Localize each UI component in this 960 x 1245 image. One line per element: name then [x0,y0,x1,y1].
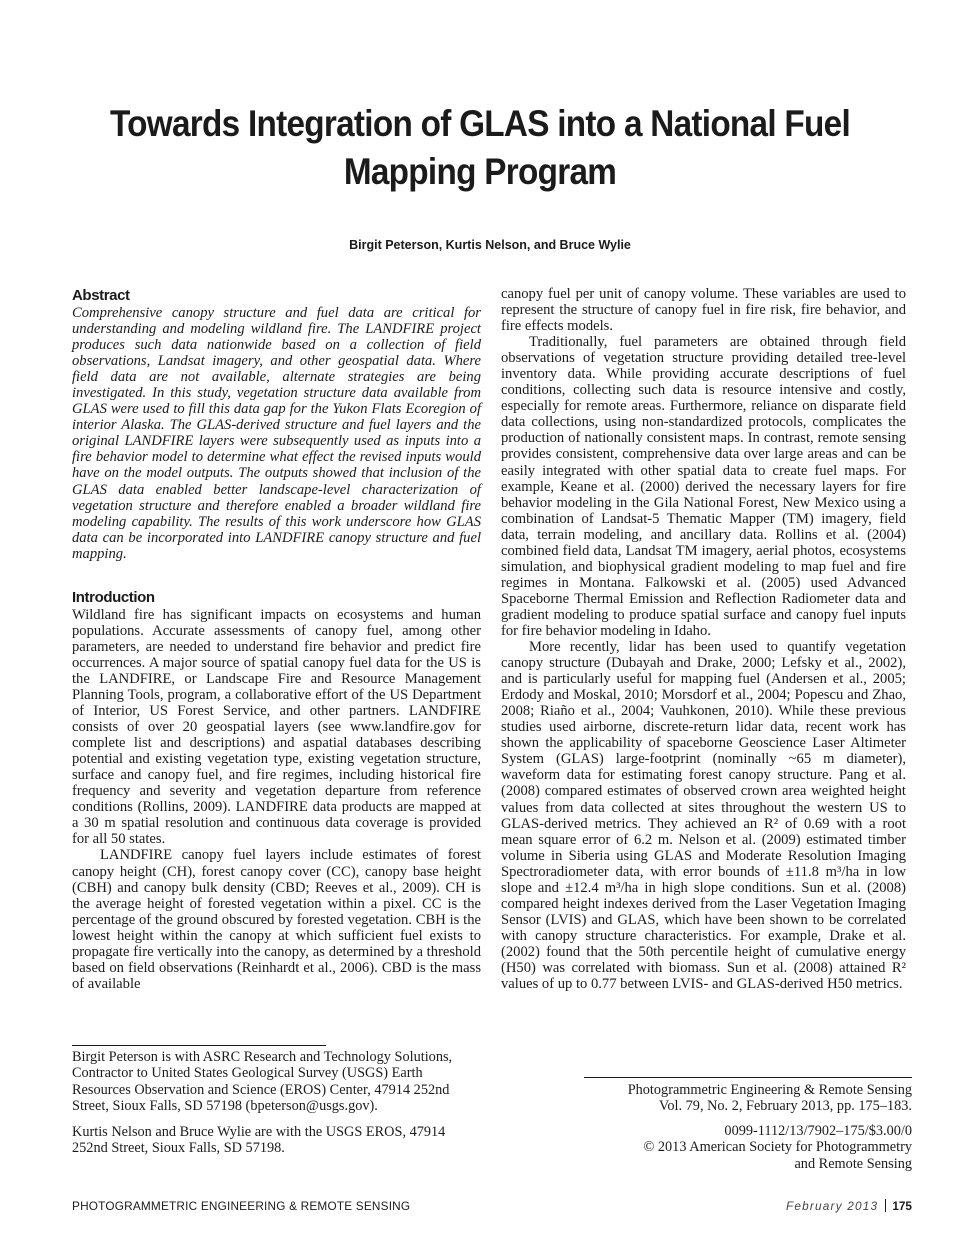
running-footer-right [786,1199,912,1213]
page-number: 175 [892,1199,912,1213]
running-footer-journal: PHOTOGRAMMETRIC ENGINEERING & REMOTE SENSING [72,1199,411,1213]
footer-separator [885,1199,886,1212]
abstract-heading: Abstract [72,287,130,304]
affiliation-divider [72,1045,326,1046]
journal-info-divider [584,1077,912,1078]
abstract-text: Comprehensive canopy structure and fuel data are critical for understanding and modeling wildland fire. The LANDFIRE project produces such data nationwide based on a collection of field observations, Landsat imagery, and other geospatial data. Where field data are not available, alternate strategies are being investigated. In this study, vegetation structure data available from GLAS were used to fill this data gap for the Yukon Flats Ecoregion of interior Alaska. The GLAS-derived structure and fuel layers and the original LANDFIRE layers were subsequently used as inputs into a fire behavior model to determine what effect the revised inputs would have on the model outputs. The outputs showed that inclusion of the GLAS data enabled better landscape-level characterization of vegetation structure and therefore enabled a broader wildland fire modeling capability. The results of this work underscore how GLAS data can be incorporated into LANDFIRE canopy structure and fuel mapping. [72,305,481,562]
intro-paragraph-1: Wildland fire has significant impacts on ecosystems and human populations. Accurate assessments of canopy fuel, among other parameters, are needed to understand fire behavior and predict fire occurrences. A major source of spatial canopy fuel data for the US is the LANDFIRE, or Landscape Fire and Resource Management Planning Tools, program, a collaborative effort of the US Department of Interior, US Forest Service, and other partners. LANDFIRE consists of over 20 geospatial layers (see www.landfire.gov for complete list and descriptions) and aspatial databases describing potential and existing vegetation type, existing vegetation structure, surface and canopy fuel, and fire regimes, including historical fire frequency and severity and vegetation departure from reference conditions (Rollins, 2009). LANDFIRE data products are mapped at a 30 m spatial resolution and continuous data coverage is provided for all 50 states. [72,606,481,848]
journal-code: 0099-1112/13/7902–175/$3.00/0 [724,1122,912,1139]
article-title: Towards Integration of GLAS into a National Fuel Mapping Program [110,103,850,192]
copyright-line-1: © 2013 American Society for Photogrammetry [643,1139,912,1156]
body-paragraph-2: Traditionally, fuel parameters are obtained through field observations of vegetation structure providing detailed tree-level inventory data. While providing accurate descriptions of fuel conditions, collecting such data is resource intensive and costly, especially for remote areas. Furthermore, reliance on disparate field data collections, using non-standardized protocols, complicates the production of nationally consistent maps. In contrast, remote sensing provides consistent, comprehensive data over large areas and can be easily integrated with other spatial data to create fuel maps. For example, Keane et al. (2000) derived the necessary layers for fire behavior modeling in the Gila National Forest, New Mexico using a combination of Landsat-5 Thematic Mapper (TM) imagery, field data, terrain modeling, and ancillary data. Rollins et al. (2004) combined field data, Landsat TM imagery, aerial photos, ecosystems simulation, and biophysical gradient modeling to map fuel and fire regimes in Montana. Falkowski et al. (2005) used Advanced Spaceborne Thermal Emission and Reflection Radiometer data and gradient modeling to produce spatial surface and canopy fuel inputs for fire behavior modeling in Idaho. [501,334,906,639]
copyright-line-2: and Remote Sensing [794,1155,912,1172]
footer-month: February 2013 [785,1199,879,1213]
body-paragraph-3: More recently, lidar has been used to quantify vegetation canopy structure (Dubayah and Drake, 2000; Lefsky et al., 2002), and is particularly useful for mapping fuel (Andersen et al., 2005; Erdody and Moskal, 2010; Morsdorf et al., 2004; Popescu and Zhao, 2008; Riaño et al., 2004; Vauhkonen, 2010). While these previous studies used airborne, discrete-return lidar data, recent work has shown the applicability of spaceborne Geoscience Laser Altimeter System (GLAS) large-footprint (nominally ~65 m diameter), waveform data for estimating forest canopy structure. Pang et al. (2008) compared estimates of observed crown area weighted height values from data collected at sites throughout the western US to GLAS-derived metrics. They achieved an R² of 0.69 with a root mean square error of 6.2 m. Nelson et al. (2009) estimated timber volume in Siberia using GLAS and Moderate Resolution Imaging Spectroradiometer data, with error bounds of ±11.8 m³/ha in low slope and ±12.4 m³/ha in high slope conditions. Sun et al. (2008) compared height indexes derived from the Laser Vegetation Imaging Sensor (LVIS) and GLAS, which have been shown to be correlated with canopy structure characteristics. For example, Drake et al. (2002) found that the 50th percentile height of cumulative energy (H50) was correlated with biomass. Sun et al. (2008) attained R² values of up to 0.77 between LVIS- and GLAS-derived H50 metrics. [501,639,906,993]
right-column [501,286,906,992]
journal-volume: Vol. 79, No. 2, February 2013, pp. 175–183. [658,1098,912,1115]
affiliation-2: Kurtis Nelson and Bruce Wylie are with the USGS EROS, 47914 252nd Street, Sioux Falls, SD 57198. [72,1123,446,1157]
journal-info [552,1082,912,1172]
left-column [72,287,481,992]
affiliation-1: Birgit Peterson is with ASRC Research and Technology Solutions, Contractor to United States Geological Survey (USGS) Earth Resources Observation and Science (EROS) Center, 47914 252nd Street, Sioux Falls, SD 57198 (bpeterson@usgs.gov). [72,1049,453,1115]
body-paragraph-1: canopy fuel per unit of canopy volume. These variables are used to represent the structure of canopy fuel in fire risk, fire behavior, and fire effects models. [501,286,906,335]
introduction-heading: Introduction [72,588,155,606]
intro-paragraph-2: LANDFIRE canopy fuel layers include estimates of forest canopy height (CH), forest canopy cover (CC), canopy base height (CBH) and canopy bulk density (CBD; Reeves et al., 2009). CH is the average height of forested vegetation within a pixel. CC is the percentage of the ground obscured by forested vegetation. CBH is the lowest height within the canopy at which sufficient fuel exists to propagate fire vertically into the canopy, as determined by a threshold based on field observations (Reinhardt et al., 2006). CBD is the mass of available [72,847,481,992]
affiliation-footnote [72,1049,462,1165]
author-list: Birgit Peterson, Kurtis Nelson, and Bruce Wylie [349,238,631,252]
journal-name: Photogrammetric Engineering & Remote Sensing [627,1082,912,1098]
